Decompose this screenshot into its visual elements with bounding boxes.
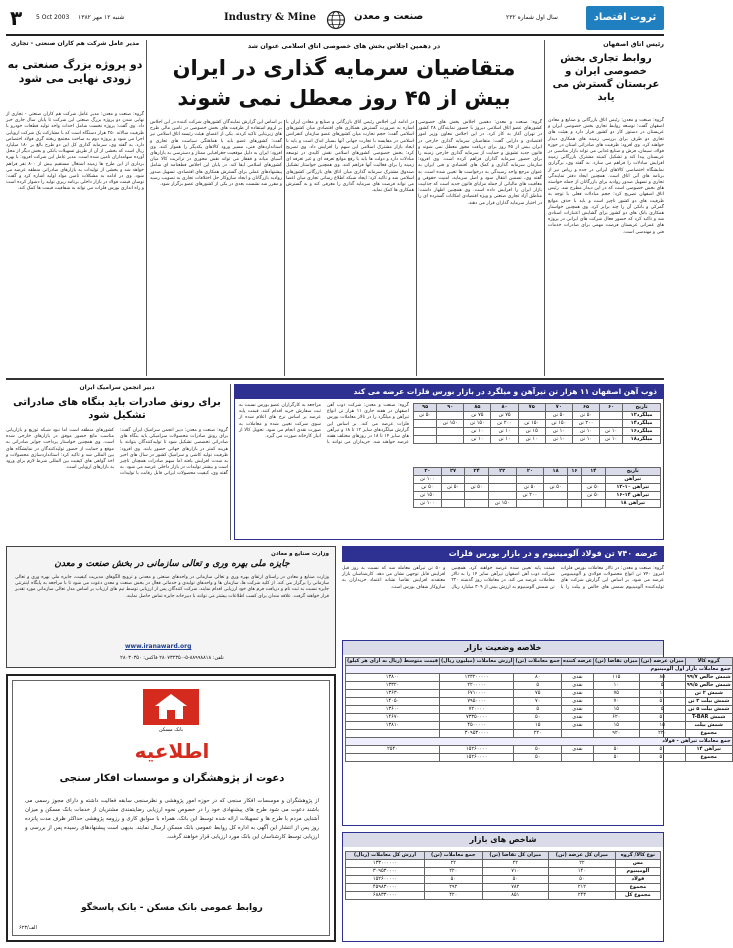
- table-cell: ۵۰: [593, 754, 639, 762]
- table-cell: ۵۰ تن: [544, 484, 568, 492]
- table-header-cell: جمع معاملات (تن): [515, 658, 560, 664]
- page-number: ۳: [10, 6, 23, 30]
- table-cell: فولاد: [615, 876, 660, 884]
- table-cell: مجموع: [685, 730, 732, 738]
- table-cell: ۲۲۰: [639, 730, 685, 738]
- table-header-cell: ارزش معاملات (میلیون ریال): [441, 658, 513, 664]
- steel-body: گروه: صنعت و معدن: شرکت ذوب آهن اصفهان در هفته جاری ۱۱ هزار تن انواع تیرآهن و میلگرد را در تالار معاملات بورس فلزات عرضه می کند. بر اساس این گزارش میلگردهای سایز ۱۲ تا ۱۸ و تیرآهن های سایز ۱۴ تا ۱۸ در روزهای مختلف هفته عرضه خواهند شد. خریداران می توانند با مراجعه به کارگزاران عضو بورس نسبت به ثبت سفارش خرید اقدام کنند. قیمت پایه عرضه بر اساس نرخ های اعلام شده از سوی شرکت تعیین شده و معاملات به صورت نقدی انجام می شود. تحویل کالا از انبار کارخانه صورت می گیرد.: [239, 403, 410, 446]
- table-cell: نقدی: [561, 706, 593, 714]
- right-story-kicker: رئیس اتاق اصفهان: [603, 40, 664, 48]
- table-cell: [600, 420, 623, 428]
- table-row: [414, 420, 661, 428]
- table-cell: ۵۰ تن: [545, 412, 572, 420]
- steel-table-2: [413, 467, 661, 508]
- table-section-label: جمع معاملات بازار اول آلومینیوم: [346, 666, 733, 674]
- table-cell: ۷۰: [514, 698, 562, 706]
- table-cell: ۶۷۱۰۰۰۰: [440, 690, 514, 698]
- table-cell: ۲۲۰۰۰۰۰: [440, 682, 514, 690]
- table-cell: ۴۵۹۸۳۰۰۰۰: [346, 884, 425, 892]
- bank-ad-inner: [12, 680, 330, 936]
- table-cell: ۵۰: [425, 876, 483, 884]
- table-cell: ۱۵۰ تن: [518, 420, 545, 428]
- left-story-headline: دو پروژه بزرگ صنعتی به زودی نهایی می شود: [7, 58, 143, 85]
- table-cell: [518, 412, 545, 420]
- table-cell: ۵: [639, 706, 685, 714]
- table-row: [414, 428, 661, 436]
- table-row: [346, 860, 661, 868]
- steel-story: [234, 384, 664, 540]
- table-header-cell: ۶۵: [572, 404, 599, 412]
- table-header-cell: ۷۰: [545, 404, 572, 412]
- table-cell: ۲۰۰ تن: [516, 492, 544, 500]
- table-cell: ۱۵۲۶۰۰۰۰: [440, 746, 514, 754]
- table-cell: ۱۰۰ تن: [414, 476, 442, 484]
- table-cell: ۶۸۸۳۳۰۰۰۰: [346, 892, 425, 900]
- table-cell: ۵۰: [548, 876, 615, 884]
- table-cell: ۱۵۲۶۰۰۰۰۰: [346, 876, 425, 884]
- table-header-cell: ۲۴: [465, 468, 489, 476]
- table-cell: ۱۲۳۲۰۰۰۰۰: [440, 674, 514, 682]
- table-cell: ۲۲: [482, 860, 548, 868]
- table-cell: [544, 492, 568, 500]
- table-cell: ۵۰ تن: [516, 484, 544, 492]
- table-header-cell: قیمت متوسط (ریال به ازای هر کیلو): [347, 658, 438, 664]
- table-cell: تیرآهن ۱۸: [605, 500, 660, 508]
- table-cell: [567, 476, 581, 484]
- house-icon: [143, 689, 199, 725]
- table-cell: ۱۴۰۵۰: [346, 698, 440, 706]
- table-cell: [581, 500, 605, 508]
- left-story-kicker: مدیر عامل شرکت هم کاران صنعتی - تجاری: [10, 40, 140, 47]
- table-cell: [437, 436, 464, 444]
- table-cell: ۴۵۰۰۰۰۰: [440, 722, 514, 730]
- table-cell: ۵۰: [514, 754, 562, 762]
- table-cell: [581, 476, 605, 484]
- table-cell: ۷۰: [593, 698, 639, 706]
- logo-icon: ثروت اقتصاد: [586, 6, 664, 30]
- table-cell: [346, 754, 440, 762]
- table-row: [414, 476, 661, 484]
- table-cell: ۱۰ تن: [518, 436, 545, 444]
- masthead: [6, 6, 664, 36]
- table-cell: ۶۲۰: [593, 714, 639, 722]
- table-cell: ۵۰: [639, 698, 685, 706]
- aluminium-headline: عرضه ۷۴۰ تن فولاد آلومینیوم و در بازار بورس فلزات: [342, 546, 664, 562]
- table-cell: ۱۰ تن: [545, 428, 572, 436]
- table-cell: ۲۲: [425, 860, 483, 868]
- table-row: [346, 706, 733, 714]
- indices-table: [342, 832, 664, 942]
- table-header-cell: ۱۶: [567, 468, 581, 476]
- table-cell: ۵۰ تن: [414, 412, 437, 420]
- lead-kicker: در دهمین اجلاس بخش های خصوصی اتاق اسلامی عنوان شد: [247, 42, 441, 50]
- table-cell: ۵: [514, 682, 562, 690]
- table-header-cell: ارزش کل معاملات (ریال): [346, 852, 425, 860]
- table-cell: ۱۵۰ تن: [488, 500, 516, 508]
- table-header-cell: ۸۰: [491, 404, 518, 412]
- table-cell: تیرآهن ۱۴: [685, 746, 732, 754]
- table-cell: ۵۰: [514, 746, 562, 754]
- table-cell: [567, 492, 581, 500]
- summary-title: خلاصه وضعیت بازار: [343, 641, 663, 655]
- bank-ad: [6, 674, 336, 942]
- table-cell: [437, 412, 464, 420]
- table-cell: شمش ۲ تن: [685, 690, 732, 698]
- table-cell: ۷۱۰: [482, 868, 548, 876]
- table-cell: [567, 500, 581, 508]
- table-cell: [516, 476, 544, 484]
- table-cell: شمش بیلت: [685, 722, 732, 730]
- table-header-cell: میزان تقاضا (تن): [594, 658, 638, 664]
- table-header-cell: عرضه کننده: [562, 658, 592, 664]
- table-row: [414, 484, 661, 492]
- table-header-cell: گروه کالا: [685, 658, 732, 666]
- bank-ad-body: از پژوهشگران و موسسات افکار سنجی که در حوزه امور پژوهشی و نظرسنجی سابقه فعالیت داشته و دارای مجوز رسمی می باشند دعوت می شود طرح های پیشنهادی خود را در خصوص نحوه ارزیابی رضایتمندی مشتریان از خدمات بانک مسکن و میزان آشنایی مردم با طرح ها و تسهیلات ارائه شده توسط این بانک، همراه با سوابق کاری و رزومه پژوهشی حداکثر ظرف مدت پانزده روز پس از انتشار این آگهی به اداره کل روابط عمومی بانک مسکن ارسال نمایند. بدیهی است پیشنهادهای رسیده پس از بررسی و ارزیابی توسط کارشناسان این بانک مورد ارزیابی قرار خواهند گرفت.: [25, 798, 319, 840]
- table-cell: [488, 476, 516, 484]
- table-header-cell: نوع کالا/ گروه: [615, 852, 660, 860]
- table-section-label: جمع معاملات تیرآهن - فولاد: [346, 738, 733, 746]
- table-cell: [561, 730, 593, 738]
- table-row: [346, 674, 733, 682]
- table-cell: میلگرد۱۶: [623, 428, 661, 436]
- table-cell: ۲۰۰ تن: [491, 420, 518, 428]
- table-cell: ۱۵۰ تن: [464, 420, 491, 428]
- table-cell: [437, 428, 464, 436]
- table-cell: ۵۰: [482, 876, 548, 884]
- table-cell: ۲۱۲: [548, 884, 615, 892]
- table-row: [346, 754, 733, 762]
- lead-body-col-3: بر اساس این گزارش نمایندگان کشورهای شرکت کننده در این اجلاس بر لزوم استفاده از ظرفیت های بخش خصوصی در تامین مالی طرح های زیربنایی تاکید کردند. یکی از اعضای هیئت رئیسه اتاق اسلامی نیز گفت: کشورهای عضو باید با هماهنگی سیاست های تجاری و استانداردهای فنی، مسیر ورود کالاهای یکدیگر را هموار کنند. وی افزود: ایران به دلیل موقعیت جغرافیایی ممتاز و دسترسی به بازارهای آسیای میانه و قفقاز می تواند نقش محوری در ترانزیت کالا میان کشورهای اسلامی ایفا کند. در پایان این اجلاس قطعنامه ای شامل پیشنهادهای عملی برای گسترش همکاری های اقتصادی، تسهیل صدور روادید بازرگانان و ایجاد سازوکار حل اختلافات تجاری به تصویب رسید و مقرر شد نشست بعدی در یکی از کشورهای عضو برگزار شود.: [150, 120, 282, 188]
- table-row: [346, 722, 733, 730]
- table-row: [414, 412, 661, 420]
- table-cell: ۱۳۶۰۰: [346, 706, 440, 714]
- bank-ad-title: اطلاعیه: [134, 739, 210, 763]
- table-row: [346, 730, 733, 738]
- table-cell: ۱۵ تن: [518, 428, 545, 436]
- table-cell: شمش بیلت ۳ تن: [685, 698, 732, 706]
- table-cell: ۱۵: [593, 706, 639, 714]
- table-cell: ۱۰ تن: [491, 436, 518, 444]
- table-cell: ۲۲: [548, 860, 615, 868]
- aluminium-body: گروه: صنعت و معدن: در تالار معاملات بورس فلزات امروز ۷۴۰ تن انواع محصولات فولادی و آلومینیومی عرضه می شود. بر اساس این گزارش شرکت های تولیدکننده آلومینیوم شمش های خالص و بیلت را با قیمت پایه تعیین شده عرضه خواهند کرد. همچنین شرکت ذوب آهن اصفهان تیرآهن سایز ۱۴ را به تالار معاملات عرضه می کند. در معاملات روز گذشته ۲۲۰ تن شمش آلومینیوم به ارزش بیش از ۳۰۹ میلیارد ریال و ۵۰ تن تیرآهن معامله شد که نسبت به روز قبل افزایش قابل توجهی نشان می دهد. کارشناسان بازار معتقدند افزایش تقاضا نشانه اعتماد خریداران به سازوکار شفاف بورس است.: [342, 566, 665, 590]
- table-cell: تیرآهن ۱۴-۱۶: [605, 492, 660, 500]
- table-cell: ۱۵: [514, 722, 562, 730]
- table-cell: ۵۰ تن: [441, 484, 465, 492]
- award-title: جایزه ملی بهره وری و تعالی سازمانی در بخش صنعت و معدن: [54, 559, 290, 569]
- table-row: [346, 868, 661, 876]
- table-cell: [465, 500, 489, 508]
- table-cell: [544, 476, 568, 484]
- table-cell: ۱۰ تن: [572, 436, 599, 444]
- table-header-cell: ۸۵: [464, 404, 491, 412]
- table-cell: [414, 420, 437, 428]
- table-cell: مجموع کل: [615, 892, 660, 900]
- export-headline: برای رونق صادرات باید بنگاه های صادراتی تشکیل شود: [13, 397, 221, 421]
- table-cell: ۱۰ تن: [600, 428, 623, 436]
- table-header-cell: میزان کل عرضه (تن): [548, 852, 615, 860]
- summary-table: [342, 640, 731, 826]
- table-cell: ۵۰: [593, 746, 639, 754]
- table-cell: [561, 754, 593, 762]
- table-cell: شمش خالص ۹۹/۷: [686, 674, 731, 680]
- aluminium-story: [342, 546, 664, 634]
- table-row: [346, 746, 733, 754]
- table-header-cell: ۱۴: [581, 468, 605, 476]
- right-story-headline: روابط تجاری بخش خصوصی ایران و عربستان گسترش می یابد: [552, 53, 660, 103]
- section-en: Industry & Mine: [224, 12, 317, 23]
- bank-ad-footer: روابط عمومی بانک مسکن - بانک پاسخگو: [81, 903, 263, 913]
- section-fa: صنعت و معدن: [354, 11, 424, 22]
- export-kicker: دبیر انجمن سرامیک ایران: [79, 384, 155, 391]
- table-cell: ۱۰ تن: [464, 428, 491, 436]
- table-cell: ۱۴۶۷۰: [346, 714, 440, 722]
- table-cell: ۵۰ تن: [465, 484, 489, 492]
- table-row: [346, 876, 661, 884]
- table-cell: [441, 476, 465, 484]
- table-cell: میلگرد۱۴: [623, 420, 661, 428]
- table-header-cell: ۷۵: [518, 404, 545, 412]
- table-header-cell: جمع معاملات (تن): [425, 852, 483, 860]
- table-cell: ۷۳۳۵۰۰۰۰: [440, 714, 514, 722]
- table-header-cell: ۹۵: [414, 404, 437, 412]
- table-cell: [516, 500, 544, 508]
- table-cell: ۱۰: [593, 682, 639, 690]
- table-cell: ۱۰ تن: [464, 436, 491, 444]
- table-header-cell: میزان عرضه (تن): [640, 658, 684, 664]
- table-cell: ۵: [639, 682, 685, 690]
- table-row: [414, 436, 661, 444]
- table-cell: ۴۲۰: [425, 892, 483, 900]
- table-cell: ۳۰۹۵۳۰۰۰۰: [440, 730, 514, 738]
- table-cell: ۹۲۰: [593, 730, 639, 738]
- table-cell: مجموع: [615, 884, 660, 892]
- table-cell: آلومینیوم: [615, 868, 660, 876]
- award-ministry: وزارت صنایع و معادن: [271, 551, 329, 557]
- table-cell: ۱۳۳۲۰: [346, 682, 440, 690]
- bank-ad-subtitle: دعوت از پژوهشگران و موسسات افکار سنجی: [59, 773, 285, 784]
- lead-body-col-2: در ادامه این اجلاس رئیس اتاق بازرگانی و صنایع و معادن ایران با اشاره به ضرورت گسترش همکاری های اقتصادی میان کشورهای اسلامی گفت: حجم تجارت میان کشورهای عضو سازمان کنفرانس اسلامی در مقایسه با تجارت جهانی آنها بسیار اندک است و باید با ایجاد بازار مشترک اسلامی این سهم را افزایش داد. وی تصریح کرد: بخش خصوصی کشورهای اسلامی نقش کلیدی در توسعه مبادلات دارد و دولت ها باید با رفع موانع تعرفه ای و غیر تعرفه ای زمینه را برای فعالیت آنها فراهم کنند. وی همچنین خواستار تشکیل صندوق مشترک سرمایه گذاری میان اتاق های بازرگانی کشورهای اسلامی شد و تاکید کرد: ایجاد شبکه اطلاع رسانی تجاری میان اعضا می تواند فرصت های سرمایه گذاری را معرفی کند و به گسترش همکاری ها کمک نماید.: [286, 120, 414, 194]
- table-row: [346, 884, 661, 892]
- table-cell: ۲۰۰ تن: [572, 420, 599, 428]
- table-cell: [488, 484, 516, 492]
- table-row: [414, 492, 661, 500]
- table-cell: ۲۲۰: [425, 868, 483, 876]
- table-row: [346, 714, 733, 722]
- table-cell: [567, 484, 581, 492]
- table-cell: ۵۰ تن: [572, 412, 599, 420]
- table-cell: ۱۵: [593, 722, 639, 730]
- table-cell: [488, 492, 516, 500]
- table-header-cell: ۲۷: [441, 468, 465, 476]
- table-cell: نقدی: [561, 690, 593, 698]
- bank-ad-code: ۶۲۳/الف: [19, 925, 37, 931]
- table-cell: [441, 492, 465, 500]
- table-cell: [544, 500, 568, 508]
- table-section-row: [346, 666, 733, 674]
- bank-logo-icon: [143, 689, 199, 725]
- table-cell: ۱۵: [639, 722, 685, 730]
- table-cell: ۱۰ تن: [600, 436, 623, 444]
- table-cell: ۱۵۰ تن: [414, 492, 442, 500]
- lead-headline-1: متقاضیان سرمایه گذاری در ایران: [172, 56, 516, 80]
- award-url[interactable]: www.iranaward.org: [125, 643, 192, 650]
- right-story: [548, 40, 664, 376]
- table-cell: ۵۰: [639, 754, 685, 762]
- table-cell: ۱۰۰ تن: [414, 500, 442, 508]
- table-row: [346, 690, 733, 698]
- globe-icon: [326, 10, 346, 30]
- table-section-row: [346, 738, 733, 746]
- table-cell: میلگرد۱۲: [623, 412, 661, 420]
- table-cell: شمش T-BAR: [685, 714, 732, 722]
- table-cell: تیرآهن: [605, 476, 660, 484]
- table-row: [346, 682, 733, 690]
- table-cell: [441, 500, 465, 508]
- table-cell: ۱۳۶۳۰: [346, 690, 440, 698]
- table-cell: ۱۵۰ تن: [437, 420, 464, 428]
- table-cell: ۱۰ تن: [572, 428, 599, 436]
- table-cell: ۵۰: [639, 714, 685, 722]
- table-cell: ۲۹۲: [425, 884, 483, 892]
- table-cell: [465, 492, 489, 500]
- table-cell: ۵۰: [639, 746, 685, 754]
- bank-logo-text: بانک مسکن: [158, 727, 184, 733]
- table-cell: ۲۵۴۰: [346, 746, 440, 754]
- lead-body-col-1: گروه: صنعت و معدن: دهمین اجلاس بخش های خصوصی کشورهای عضو اتاق اسلامی دیروز با حضور نمایندگان ۲۸ کشور در تهران آغاز به کار کرد. در این اجلاس معاون وزیر امور اقتصادی و دارایی گفت: متقاضیان سرمایه گذاری خارجی در ایران بیش از ۴۵ روز برای دریافت مجوز معطل نمی شوند و قانون جدید تشویق و حمایت از سرمایه گذاری خارجی زمینه را برای حضور سرمایه گذاران فراهم کرده است. وی افزود: سازمان سرمایه گذاری و کمک های اقتصادی و فنی ایران به عنوان مرجع واحد رسیدگی به درخواست ها تعیین شده است. به گفته وی، تضمین انتقال سود و اصل سرمایه، امنیت حقوقی و معافیت های مالیاتی از جمله مزایای قانون جدید است که جذابیت بازار ایران را افزایش داده است. وی همچنین اظهار داشت: مناطق آزاد تجاری صنعتی و ویژه اقتصادی امکانات گسترده ای را در اختیار سرمایه گذاران قرار می دهند.: [418, 120, 542, 206]
- table-cell: [600, 412, 623, 420]
- table-cell: ۵۰ تن: [414, 484, 442, 492]
- award-body: وزارت صنایع و معادن در راستای ارتقای بهره وری و تعالی سازمانی در واحدهای صنعتی و معدنی و ترویج الگوهای مدیریت کیفیت، جایزه ملی بهره وری و تعالی سازمانی را برگزار می کند. از کلیه شرکت ها، سازمان ها و واحدهای تولیدی و خدماتی فعال در بخش صنعت و معدن دعوت می شود تا با مراجعه به پایگاه اینترنتی جایزه نسبت به ثبت نام و دریافت فرم های خود ارزیابی اقدام نمایند. شرکت کنندگان پس از ارزیابی توسط تیم های ارزیاب بر اساس مدل تعالی سازمانی مورد تقدیر قرار خواهند گرفت. علاقه مندان برای کسب اطلاعات بیشتر می توانند با دبیرخانه جایزه تماس حاصل نمایند.: [15, 575, 329, 599]
- steel-headline: ذوب آهن اصفهان ۱۱ هزار تن تیرآهن و میلگرد در بازار بورس فلزات عرضه می کند: [235, 385, 663, 399]
- lead-headline-2: بیش از ۴۵ روز معطل نمی شوند: [177, 86, 511, 110]
- table-cell: ۷۵: [514, 690, 562, 698]
- table-cell: ۱۳۳۰۰۰۰۰۰: [346, 860, 425, 868]
- award-contact: تلفن: ۸۸۹۹۸۸۱۸-۵-۲۸۰۷۳۲۳۵۰ فاکس: ۲۸۰۳۰۳۵۰: [120, 655, 224, 661]
- date-en: 5 Oct 2003: [36, 14, 70, 21]
- table-header-cell: ۲۲: [488, 468, 516, 476]
- table-cell: [346, 730, 440, 738]
- table-header-cell: ۳۰: [414, 468, 442, 476]
- table-cell: [414, 436, 437, 444]
- table-header-cell: میزان کل تقاضا (تن): [482, 852, 548, 860]
- table-cell: ۲۴۳: [548, 892, 615, 900]
- table-cell: [414, 428, 437, 436]
- table-cell: ۱۱۵: [593, 674, 639, 682]
- table-cell: ۵: [514, 706, 562, 714]
- table-cell: ۱۰ تن: [491, 428, 518, 436]
- table-header-cell: ۹۰: [437, 404, 464, 412]
- steel-table-1: [413, 403, 661, 444]
- table-cell: ۱۳۸۱۰: [346, 722, 440, 730]
- table-cell: ۷۵: [593, 690, 639, 698]
- table-cell: ۱۰ تن: [545, 436, 572, 444]
- table-cell: شمش خالص ۹۹/۵: [686, 682, 731, 688]
- table-cell: نقدی: [561, 698, 593, 706]
- table-cell: ۵۰: [514, 714, 562, 722]
- table-header-cell: ۲۰: [516, 468, 544, 476]
- table-header-cell: ۱۸: [544, 468, 568, 476]
- table-cell: نقدی: [561, 674, 593, 682]
- table-header-cell: ۶۰: [600, 404, 623, 412]
- export-story: [6, 384, 228, 540]
- award-ad: [6, 546, 336, 668]
- indices-title: شاخص های بازار: [343, 833, 663, 847]
- table-cell: ۱۰: [639, 690, 685, 698]
- table-cell: میلگرد۱۸: [623, 436, 661, 444]
- left-story-body: گروه: صنعت و معدن: مدیر عامل شرکت هم کاران صنعتی - تجاری از نهایی شدن دو پروژه بزرگ صنعتی این شرکت تا پایان سال جاری خبر داد. وی گفت: پروژه نخست شامل احداث واحد تولید قطعات خودرو با ظرفیت سالانه ۲۵۰ هزار دستگاه است که با مشارکت یک شرکت اروپایی اجرا می شود و پروژه دوم به ساخت مجتمع ریخته گری فولاد اختصاص دارد. به گفته وی، سرمایه گذاری کل این دو طرح بالغ بر ۱۸۰ میلیارد ریال است که بخشی از آن از طریق تسهیلات بانکی و بخش دیگر از محل آورده سهامداران تامین شده است. مدیر عامل این شرکت افزود: با بهره برداری از این طرح ها زمینه اشتغال مستقیم بیش از ۸۰۰ نفر فراهم خواهد شد و بخشی از تولیدات به بازارهای صادراتی منطقه عرضه می شود. وی در ادامه به مشکلات تامین مواد اولیه اشاره کرد و گفت: نوسان قیمت فولاد در بازار داخلی برنامه ریزی تولید را دشوار کرده است و راه اندازی بورس فلزات می تواند به شفافیت قیمت ها کمک کند.: [6, 112, 144, 192]
- table-cell: ۵۰ تن: [581, 492, 605, 500]
- table-cell: نقدی: [561, 746, 593, 754]
- table-cell: ۷۸۲: [482, 884, 548, 892]
- export-body: گروه: صنعت و معدن: دبیر انجمن سرامیک ایران گفت: برای رونق صادرات محصولات سرامیکی باید بنگاه های صادراتی تخصصی تشکیل شود تا تولیدکنندگان بتوانند با هزینه کمتر در بازارهای جهانی حضور یابند. وی افزود: ظرفیت تولید کاشی و سرامیک کشور در سال های اخیر به شدت افزایش یافته اما سهم صادرات همچنان ناچیز است و بیشتر تولیدات در بازار داخلی عرضه می شود. به گفته وی، کیفیت محصولات ایرانی قابل رقابت با تولیدات کشورهای منطقه است اما نبود شبکه توزیع و بازاریابی مناسب مانع حضور موفق در بازارهای خارجی شده است. وی همچنین خواستار پرداخت جوایز صادراتی به موقع و حمایت از حضور تولیدکنندگان در نمایشگاه های بین المللی شد و تاکید کرد: استانداردسازی محصولات و اخذ گواهی های کیفیت بین المللی شرط لازم برای ورود به بازارهای اروپایی است.: [6, 428, 228, 477]
- table-row: [346, 892, 661, 900]
- table-row: [414, 500, 661, 508]
- table-cell: نقدی: [561, 722, 593, 730]
- date-fa: شنبه ۱۲ مهر ۱۳۸۲: [78, 14, 125, 21]
- table-cell: ۳۰۹۵۳۰۰۰۰: [346, 868, 425, 876]
- table-cell: نقدی: [561, 682, 593, 690]
- table-row: [346, 698, 733, 706]
- left-story: [6, 40, 144, 376]
- table-cell: ۷۵ تن: [491, 412, 518, 420]
- table-cell: ۱۵۲۶۰۰۰۰: [440, 754, 514, 762]
- table-cell: [465, 476, 489, 484]
- table-cell: ۸۵: [639, 674, 685, 682]
- issue-number: سال اول شماره ۲۳۲: [506, 14, 558, 21]
- table-cell: مجموع: [685, 754, 732, 762]
- table-cell: مس: [615, 860, 660, 868]
- table-cell: تیرآهن ۱۰-۱۲: [605, 484, 660, 492]
- table-cell: ۱۵۰ تن: [545, 420, 572, 428]
- table-cell: ۸۰: [514, 674, 562, 682]
- table-cell: ۷۹۵۰۰۰۰: [440, 698, 514, 706]
- table-cell: ۸۵۱: [482, 892, 548, 900]
- right-story-body: گروه: صنعت و معدن: رئیس اتاق بازرگانی و صنایع و معادن اصفهان گفت: توسعه روابط تجاری بخش خصوصی ایران و عربستان در دستور کار دو کشور قرار دارد و هیئت های تجاری دو طرف برای بررسی زمینه های همکاری دیدار خواهند کرد. وی افزود: ظرفیت های صادراتی استان در حوزه فولاد، سیمان، فرش و صنایع غذایی می تواند بازار مناسبی در عربستان پیدا کند و تشکیل کمیته مشترک بازرگانی زمینه افزایش مبادلات را فراهم می سازد. به گفته وی، برگزاری نمایشگاه اختصاصی کالاهای ایرانی در جده و ریاض نیز از برنامه های آتی اتاق است. همچنین ایجاد دفتر نمایندگی تجاری و تسهیل صدور روادید برای بازرگانان از جمله خواسته های بخش خصوصی است که در این دیدار مطرح شد. رئیس اتاق اصفهان تصریح کرد: حجم مبادلات فعلی با توجه به ظرفیت های دو کشور ناچیز است و باید با حذف موانع گمرکی و بانکی آن را چند برابر کرد. وی همچنین خواستار همکاری بانک های دو کشور برای گشایش اعتبارات اسنادی شد و تاکید کرد که حضور فعال شرکت های ایرانی در پروژه های عمرانی عربستان فرصت مهمی برای صادرات خدمات فنی و مهندسی است.: [548, 118, 664, 235]
- table-cell: ۱۳۸۰۰: [346, 674, 440, 682]
- table-cell: ۵۰ تن: [581, 484, 605, 492]
- table-cell: نقدی: [561, 714, 593, 722]
- table-header-cell: تاریخ: [623, 404, 661, 412]
- table-cell: ۷۲۰۰۰۰: [440, 706, 514, 714]
- table-cell: ۱۴۰: [548, 868, 615, 876]
- table-cell: شمش بیلت ۵ تن: [685, 706, 732, 714]
- table-cell: ۷۵ تن: [464, 412, 491, 420]
- table-header-cell: تاریخ: [605, 468, 660, 476]
- table-cell: ۲۲۰: [514, 730, 562, 738]
